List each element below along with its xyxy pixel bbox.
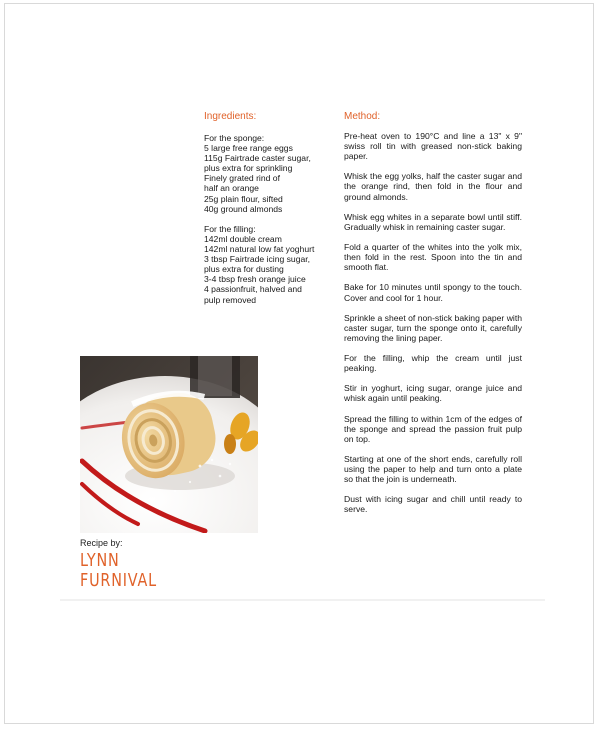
method-step: Pre-heat oven to 190°C and line a 13" x 9" swiss roll tin with greased non-stick baking paper.	[344, 131, 522, 162]
ingredient-line: For the sponge:	[204, 133, 265, 143]
ingredient-line: 25g plain flour, sifted	[204, 193, 283, 204]
ingredient-line: half an orange	[204, 183, 259, 194]
ingredient-line: plus extra for sprinkling	[204, 163, 293, 174]
method-step: Bake for 10 minutes until spongy to the touch. Cover and cool for 1 hour.	[344, 282, 522, 303]
ingredients-list	[204, 133, 334, 315]
method-steps	[344, 131, 522, 525]
ingredient-line: 4 passionfruit, halved and	[204, 284, 302, 295]
recipe-by-label: Recipe by:	[80, 538, 123, 548]
author-name	[80, 551, 157, 591]
filling-ingredients	[204, 224, 334, 305]
method-step: Whisk the egg yolks, half the caster sugar and the orange rind, then fold in the flour and ground almonds.	[344, 171, 522, 202]
ingredient-line: 5 large free range eggs	[204, 143, 293, 154]
method-heading: Method:	[344, 111, 381, 122]
method-step: Sprinkle a sheet of non-stick baking paper with caster sugar, turn the sponge onto it, carefully removing the lining paper.	[344, 312, 522, 343]
method-step: Starting at one of the short ends, carefully roll using the paper to help and turn onto a plate so that the join is underneath.	[344, 454, 522, 485]
method-step: Stir in yoghurt, icing sugar, orange juice and whisk again until peaking.	[344, 383, 522, 404]
method-step: Fold a quarter of the whites into the yolk mix, then fold in the rest. Spoon into the tin and smooth flat.	[344, 242, 522, 273]
ingredient-line: 3 tbsp Fairtrade icing sugar,	[204, 254, 311, 265]
ingredient-line: 3-4 tbsp fresh orange juice	[204, 274, 306, 285]
ingredient-line: Finely grated rind of	[204, 173, 280, 184]
method-step: Dust with icing sugar and chill until ready to serve.	[344, 494, 522, 515]
ingredient-line: 115g Fairtrade caster sugar,	[204, 153, 311, 164]
author-last-name: FURNIVAL	[80, 571, 157, 591]
method-step: Whisk egg whites in a separate bowl until stiff. Gradually whisk in remaining caster sugar.	[344, 211, 522, 232]
ingredients-heading: Ingredients:	[204, 111, 257, 122]
method-step: For the filling, whip the cream until just peaking.	[344, 353, 522, 374]
ingredient-line: For the filling:	[204, 223, 256, 234]
ingredient-line: 142ml double cream	[204, 233, 282, 244]
method-step: Spread the filling to within 1cm of the edges of the sponge and spread the passion fruit pulp on top.	[344, 413, 522, 444]
author-first-name: LYNN	[80, 551, 120, 571]
ingredient-line: pulp removed	[204, 294, 257, 305]
ingredient-line: plus extra for dusting	[204, 264, 284, 275]
ingredient-line: 142ml natural low fat yoghurt	[204, 244, 315, 255]
sponge-ingredients	[204, 133, 334, 214]
cake-photo	[80, 356, 258, 533]
ingredient-line: 40g ground almonds	[204, 203, 283, 214]
divider	[60, 599, 545, 601]
